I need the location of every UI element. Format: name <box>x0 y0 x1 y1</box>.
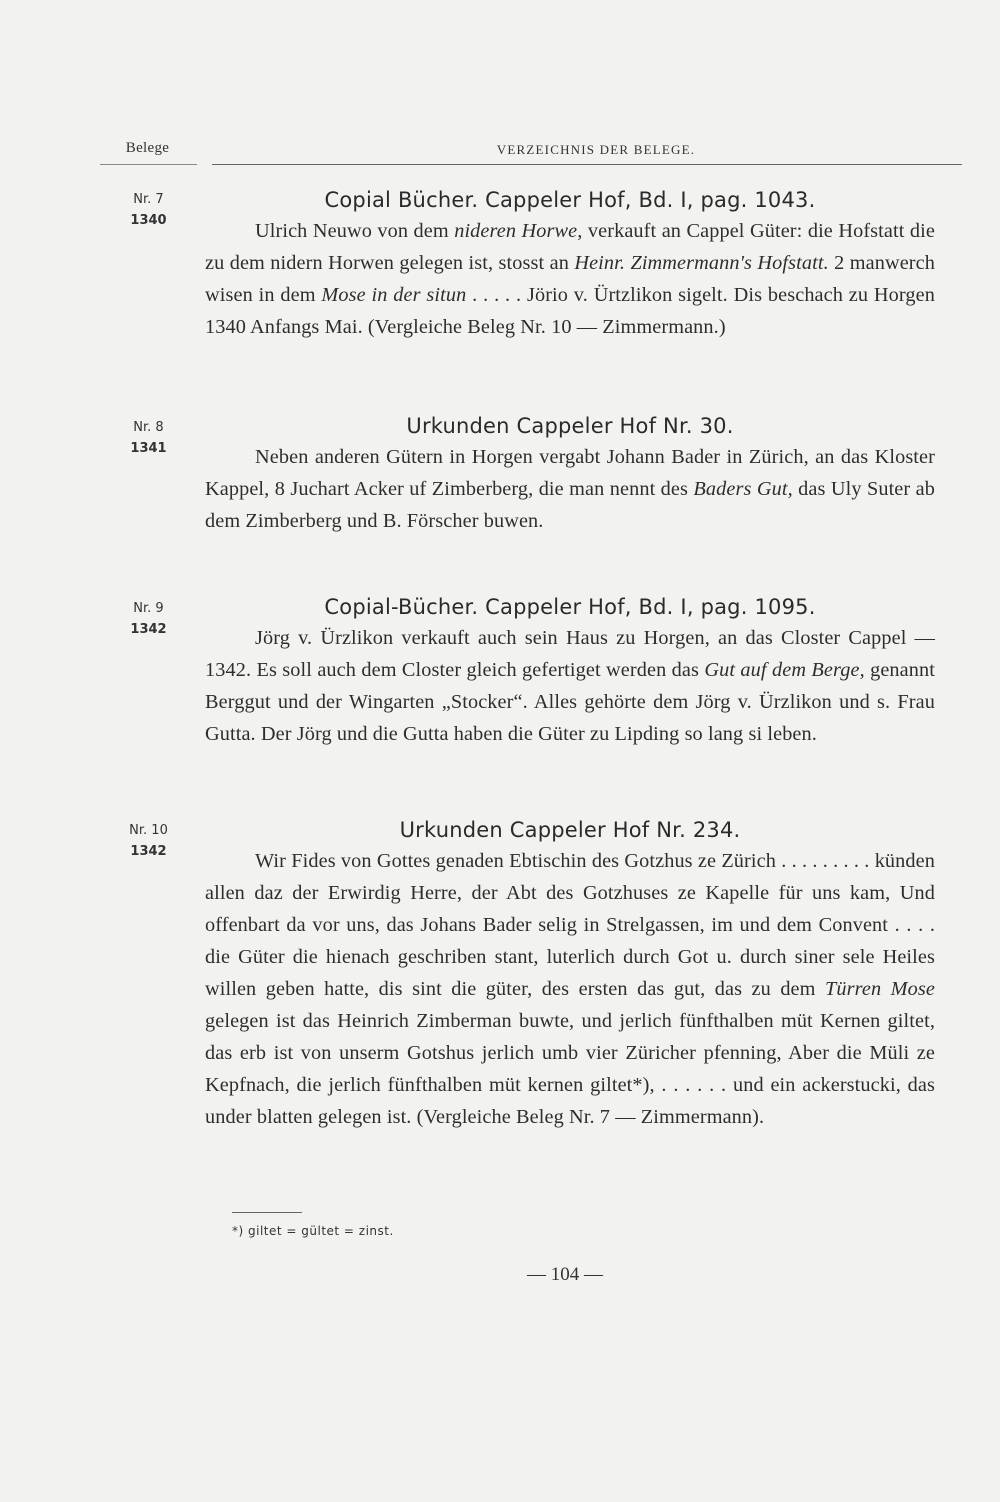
margin-year: 1342 <box>130 622 167 637</box>
margin-nr: Nr. 9 <box>133 601 164 616</box>
entry-nr-7 <box>205 185 935 343</box>
text-run: gelegen ist das Heinrich Zimberman buwte, und jerlich fünfthalben müt Kernen giltet, das erb ist von unserm Gotshus jerlich umb vier Züricher pfenning, Aber die Müli ze Kepfnach, die jerlich fünfthalben müt kernen giltet*), . . . . . . und ein ackerstucki, das under blatten gelegen ist. (Vergleiche Beleg Nr. 7 — Zimmermann). <box>205 1010 935 1128</box>
header-rule <box>212 164 962 165</box>
entry-nr-9 <box>205 592 935 750</box>
margin-note <box>100 189 197 231</box>
entry-title: Copial-Bücher. Cappeler Hof, Bd. I, pag. 1095. <box>324 595 816 619</box>
entry-body <box>205 215 935 343</box>
text-run: . . . . . Jörio v. Ürtzlikon sigelt. Dis beschach zu Horgen 1340 Anfangs Mai. (Vergleiche Beleg Nr. 10 — Zimmermann.) <box>205 284 935 338</box>
text-run: 2 manwerch wisen in dem <box>205 252 935 306</box>
text-run: genannt Berggut und der Wingarten „Stocker“. Alles gehörte dem Jörg v. Ürzlikon und s. Frau Gutta. Der Jörg und die Gutta haben die Güter zu Lipding so lang si leben. <box>205 659 935 745</box>
page-number: — 104 — <box>527 1264 603 1285</box>
header-margin-label: Belege <box>125 140 170 156</box>
margin-nr: Nr. 7 <box>133 192 164 207</box>
header-title: VERZEICHNIS DER BELEGE. <box>496 142 696 157</box>
header-rule-margin <box>100 164 197 165</box>
italic-phrase: Heinr. Zimmermann's Hofstatt. <box>574 252 829 274</box>
margin-nr: Nr. 8 <box>133 420 164 435</box>
margin-note <box>100 598 197 640</box>
margin-year: 1341 <box>130 441 167 456</box>
footnote: *) giltet = gültet = zinst. <box>232 1224 394 1238</box>
entry-body <box>205 441 935 537</box>
text-run: Ulrich Neuwo von dem <box>255 220 455 242</box>
text-run: das Uly Suter ab dem Zimberberg und B. Förscher buwen. <box>205 478 935 532</box>
italic-phrase: Gut auf dem Berge, <box>704 659 865 681</box>
text-run: Wir Fides von Gottes genaden Ebtischin des Gotzhus ze Zürich . . . . . . . . . künden allen daz der Erwirdig Herre, der Abt des Gotzhuses ze Kapelle für uns kam, Und offenbart da vor uns, das Johans Bader selig in Strelgassen, im und dem Convent . . . . die Güter die hienach geschriben stant, luterlich durch Got u. durch siner sele Heiles willen geben hatte, dis sint die güter, des ersten das gut, das zu dem <box>205 850 935 1000</box>
italic-phrase: Mose in der situn <box>321 284 467 306</box>
entry-body <box>205 845 935 1133</box>
running-header <box>100 138 962 168</box>
margin-year: 1340 <box>130 213 167 228</box>
italic-phrase: Baders Gut, <box>693 478 793 500</box>
margin-note <box>100 417 197 459</box>
entry-title: Urkunden Cappeler Hof Nr. 234. <box>399 818 741 842</box>
entry-nr-8 <box>205 411 935 537</box>
margin-note <box>100 820 197 862</box>
italic-phrase: Türren Mose <box>825 978 935 1000</box>
text-run: verkauft an Cappel Güter: die Hofstatt die zu dem nidern Horwen gelegen ist, stosst an <box>205 220 936 274</box>
text-run: Neben anderen Gütern in Horgen vergabt Johann Bader in Zürich, an das Kloster Kappel, 8 Juchart Acker uf Zimberberg, die man nennt des <box>205 446 935 500</box>
footnote-rule <box>232 1212 302 1213</box>
italic-phrase: nideren Horwe, <box>454 220 583 242</box>
entry-title: Copial Bücher. Cappeler Hof, Bd. I, pag. 1043. <box>324 188 816 212</box>
margin-nr: Nr. 10 <box>129 823 168 838</box>
margin-year: 1342 <box>130 844 167 859</box>
entry-body <box>205 622 935 750</box>
entry-nr-10 <box>205 815 935 1133</box>
text-run: Jörg v. Ürzlikon verkauft auch sein Haus zu Horgen, an das Closter Cappel — 1342. Es soll auch dem Closter gleich gefertiget werden das <box>205 627 935 681</box>
entry-title: Urkunden Cappeler Hof Nr. 30. <box>406 414 734 438</box>
